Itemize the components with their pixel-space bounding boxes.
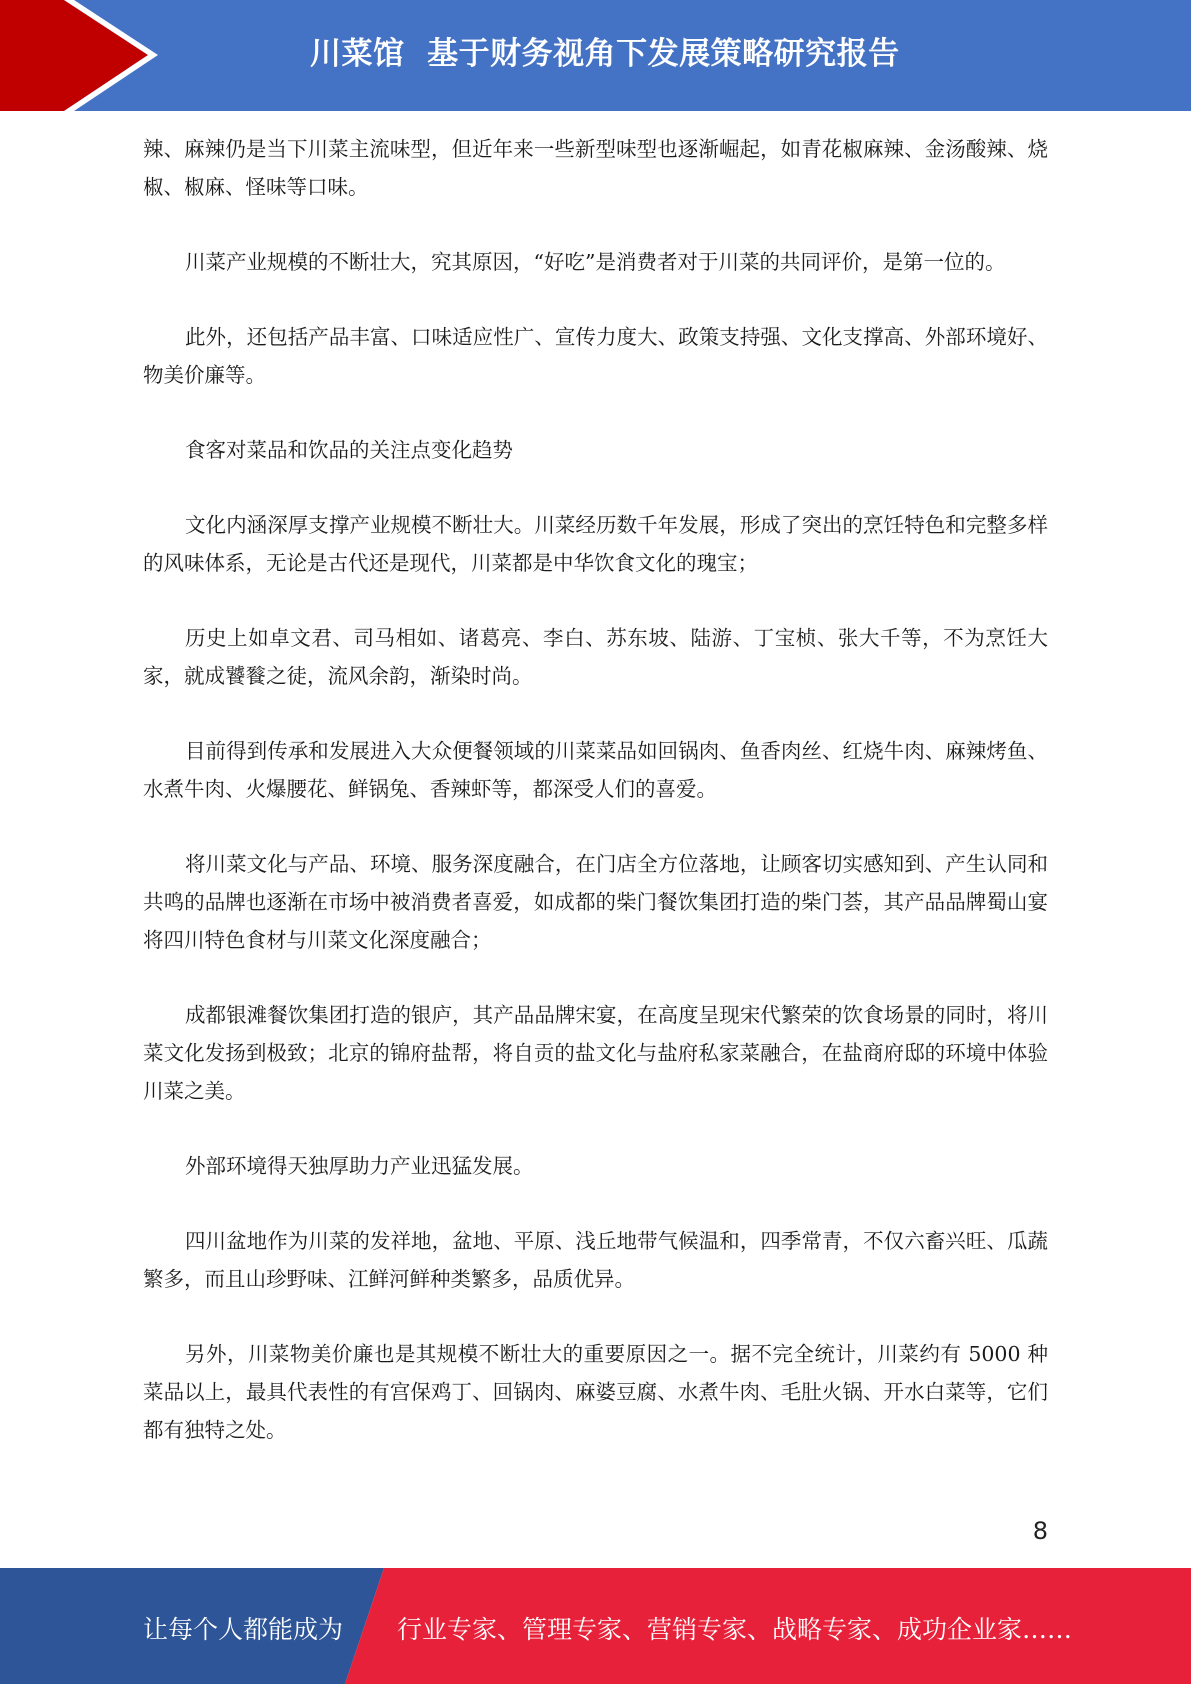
page-number: 8 — [1032, 1517, 1048, 1545]
paragraph-3: 此外，还包括产品丰富、口味适应性广、宣传力度大、政策支持强、文化支撑高、外部环境好、物美价廉等。 — [143, 325, 1048, 387]
paragraph-12: 另外，川菜物美价廉也是其规模不断壮大的重要原因之一。据不完全统计，川菜约有 5000 种菜品以上，最具代表性的有宫保鸡丁、回锅肉、麻婆豆腐、水煮牛肉、毛肚火锅、开水白菜等，它们都有独特之处。 — [143, 1342, 1048, 1442]
footer-slogan-right: 行业专家、管理专家、营销专家、战略专家、成功企业家…… — [397, 1615, 1073, 1644]
paragraph-2: 川菜产业规模的不断壮大，究其原因，“好吃”是消费者对于川菜的共同评价，是第一位的。 — [185, 250, 1006, 274]
paragraph-1: 辣、麻辣仍是当下川菜主流味型，但近年来一些新型味型也逐渐崛起，如青花椒麻辣、金汤酸辣、烧椒、椒麻、怪味等口味。 — [143, 137, 1048, 199]
report-title: 川菜馆 基于财务视角下发展策略研究报告 — [310, 36, 900, 72]
paragraph-5: 文化内涵深厚支撑产业规模不断壮大。川菜经历数千年发展，形成了突出的烹饪特色和完整多样的风味体系，无论是古代还是现代，川菜都是中华饮食文化的瑰宝； — [143, 513, 1048, 575]
page-footer — [0, 1568, 1191, 1684]
paragraph-9: 成都银滩餐饮集团打造的银庐，其产品品牌宋宴，在高度呈现宋代繁荣的饮食场景的同时，将川菜文化发扬到极致；北京的锦府盐帮，将自贡的盐文化与盐府私家菜融合，在盐商府邸的环境中体验川菜之美。 — [143, 1003, 1048, 1103]
paragraph-6: 历史上如卓文君、司马相如、诸葛亮、李白、苏东坡、陆游、丁宝桢、张大千等，不为烹饪大家，就成饕餮之徒，流风余韵，渐染时尚。 — [143, 626, 1048, 688]
document-body — [143, 130, 1048, 1486]
paragraph-10: 外部环境得天独厚助力产业迅猛发展。 — [185, 1154, 534, 1178]
footer-slogan-left: 让每个人都能成为 — [143, 1615, 344, 1644]
page-header — [0, 0, 1191, 111]
paragraph-7: 目前得到传承和发展进入大众便餐领域的川菜菜品如回锅肉、鱼香肉丝、红烧牛肉、麻辣烤鱼、水煮牛肉、火爆腰花、鲜锅兔、香辣虾等，都深受人们的喜爱。 — [143, 739, 1048, 801]
paragraph-8: 将川菜文化与产品、环境、服务深度融合，在门店全方位落地，让顾客切实感知到、产生认同和共鸣的品牌也逐渐在市场中被消费者喜爱，如成都的柴门餐饮集团打造的柴门荟，其产品品牌蜀山宴将四川特色食材与川菜文化深度融合； — [143, 852, 1048, 952]
paragraph-11: 四川盆地作为川菜的发祥地，盆地、平原、浅丘地带气候温和，四季常青，不仅六畜兴旺、瓜蔬繁多，而且山珍野味、江鲜河鲜种类繁多，品质优异。 — [143, 1229, 1048, 1291]
paragraph-4: 食客对菜品和饮品的关注点变化趋势 — [185, 438, 513, 462]
